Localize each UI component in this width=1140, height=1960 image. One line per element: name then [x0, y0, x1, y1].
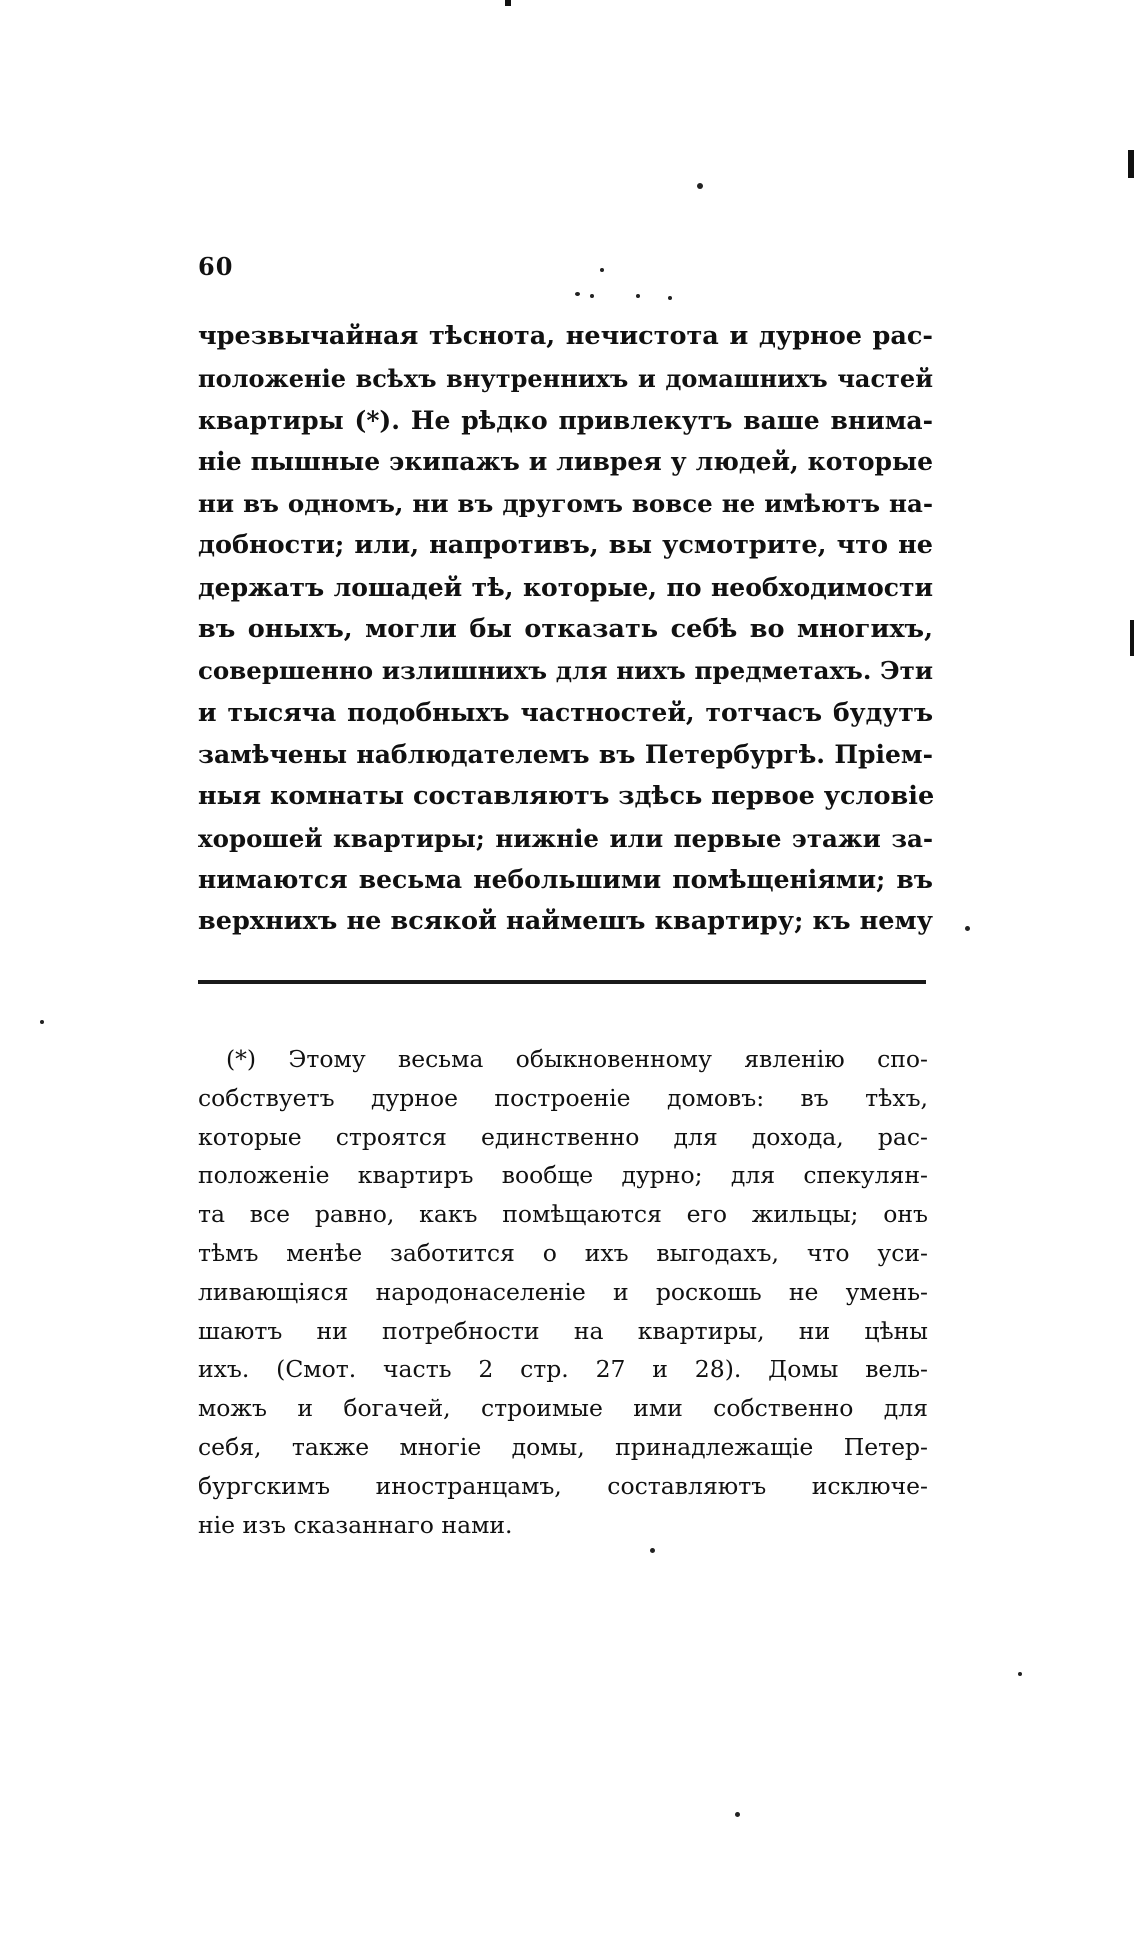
- footnote-line: ніе изъ сказаннаго нами.: [198, 1510, 513, 1539]
- speck: [600, 268, 604, 272]
- page-number: 60: [198, 252, 234, 281]
- footnote-line: собствуетъ дурное построеніе домовъ: въ тѣхъ,: [198, 1083, 928, 1112]
- speck: [40, 1020, 44, 1024]
- speck: [965, 926, 970, 931]
- footnote-line: можъ и богачей, строимые ими собственно для: [198, 1394, 928, 1423]
- main-text-line: совершенно излишнихъ для нихъ предметахъ. Эти: [198, 656, 933, 686]
- footnote-line: ливающіяся народонаселеніе и роскошь не умень-: [198, 1277, 928, 1306]
- footnote-line: себя, также многіе домы, принадлежащіе Петер-: [198, 1432, 928, 1461]
- right-edge-mark-2: [1130, 620, 1134, 656]
- main-text-line: держатъ лошадей тѣ, которые, по необходимости: [198, 572, 933, 602]
- footnote-line: шаютъ ни потребности на квартиры, ни цѣны: [198, 1316, 928, 1345]
- footnote-line: тѣмъ менѣе заботится о ихъ выгодахъ, что уси-: [198, 1238, 928, 1267]
- footnote-line: та все равно, какъ помѣщаются его жильцы; онъ: [198, 1200, 928, 1229]
- top-edge-mark: [505, 0, 511, 6]
- footnote: [198, 1040, 928, 1544]
- footnote-line: положеніе квартиръ вообще дурно; для спекулян-: [198, 1161, 928, 1190]
- footnote-line: (*) Этому весьма обыкновенному явленію спо-: [226, 1045, 928, 1073]
- main-text-line: нимаются весьма небольшими помѣщеніями; въ: [198, 865, 933, 895]
- footnote-line: которые строятся единственно для дохода, рас-: [198, 1122, 928, 1151]
- main-text: [198, 316, 933, 943]
- main-text-line: въ оныхъ, могли бы отказать себѣ во многихъ,: [198, 613, 933, 644]
- main-text-line: добности; или, напротивъ, вы усмотрите, что не: [198, 529, 933, 560]
- speck: [668, 296, 672, 300]
- main-text-line: чрезвычайная тѣснота, нечистота и дурное рас-: [198, 321, 933, 351]
- main-text-line: ніе пышные экипажъ и ливрея у людей, которые: [198, 447, 933, 477]
- speck: [1018, 1672, 1022, 1676]
- speck: [697, 183, 703, 189]
- right-edge-mark: [1128, 150, 1134, 178]
- speck: [650, 1548, 655, 1553]
- footnote-line: бургскимъ иностранцамъ, составляютъ исключе-: [198, 1471, 928, 1500]
- main-text-line: замѣчены наблюдателемъ въ Петербургѣ. Пріем-: [198, 739, 933, 769]
- speck: [575, 292, 580, 296]
- speck: [636, 294, 640, 298]
- main-text-line: хорошей квартиры; нижніе или первые этажи за-: [198, 823, 933, 853]
- speck: [590, 294, 594, 298]
- speck: [735, 1812, 740, 1817]
- main-text-line: ни въ одномъ, ни въ другомъ вовсе не имѣютъ на-: [198, 489, 933, 519]
- footnote-line: ихъ. (Смот. часть 2 стр. 27 и 28). Домы вель-: [198, 1355, 928, 1384]
- main-text-line: положеніе всѣхъ внутреннихъ и домашнихъ частей: [198, 363, 933, 393]
- main-text-line: квартиры (*). Не рѣдко привлекутъ ваше внима-: [198, 405, 933, 435]
- main-text-line: ныя комнаты составляютъ здѣсь первое условіе: [198, 780, 935, 811]
- footnote-divider: [198, 980, 926, 984]
- main-text-line: и тысяча подобныхъ частностей, тотчасъ будутъ: [198, 698, 933, 728]
- main-text-line: верхнихъ не всякой наймешъ квартиру; къ нему: [198, 906, 933, 937]
